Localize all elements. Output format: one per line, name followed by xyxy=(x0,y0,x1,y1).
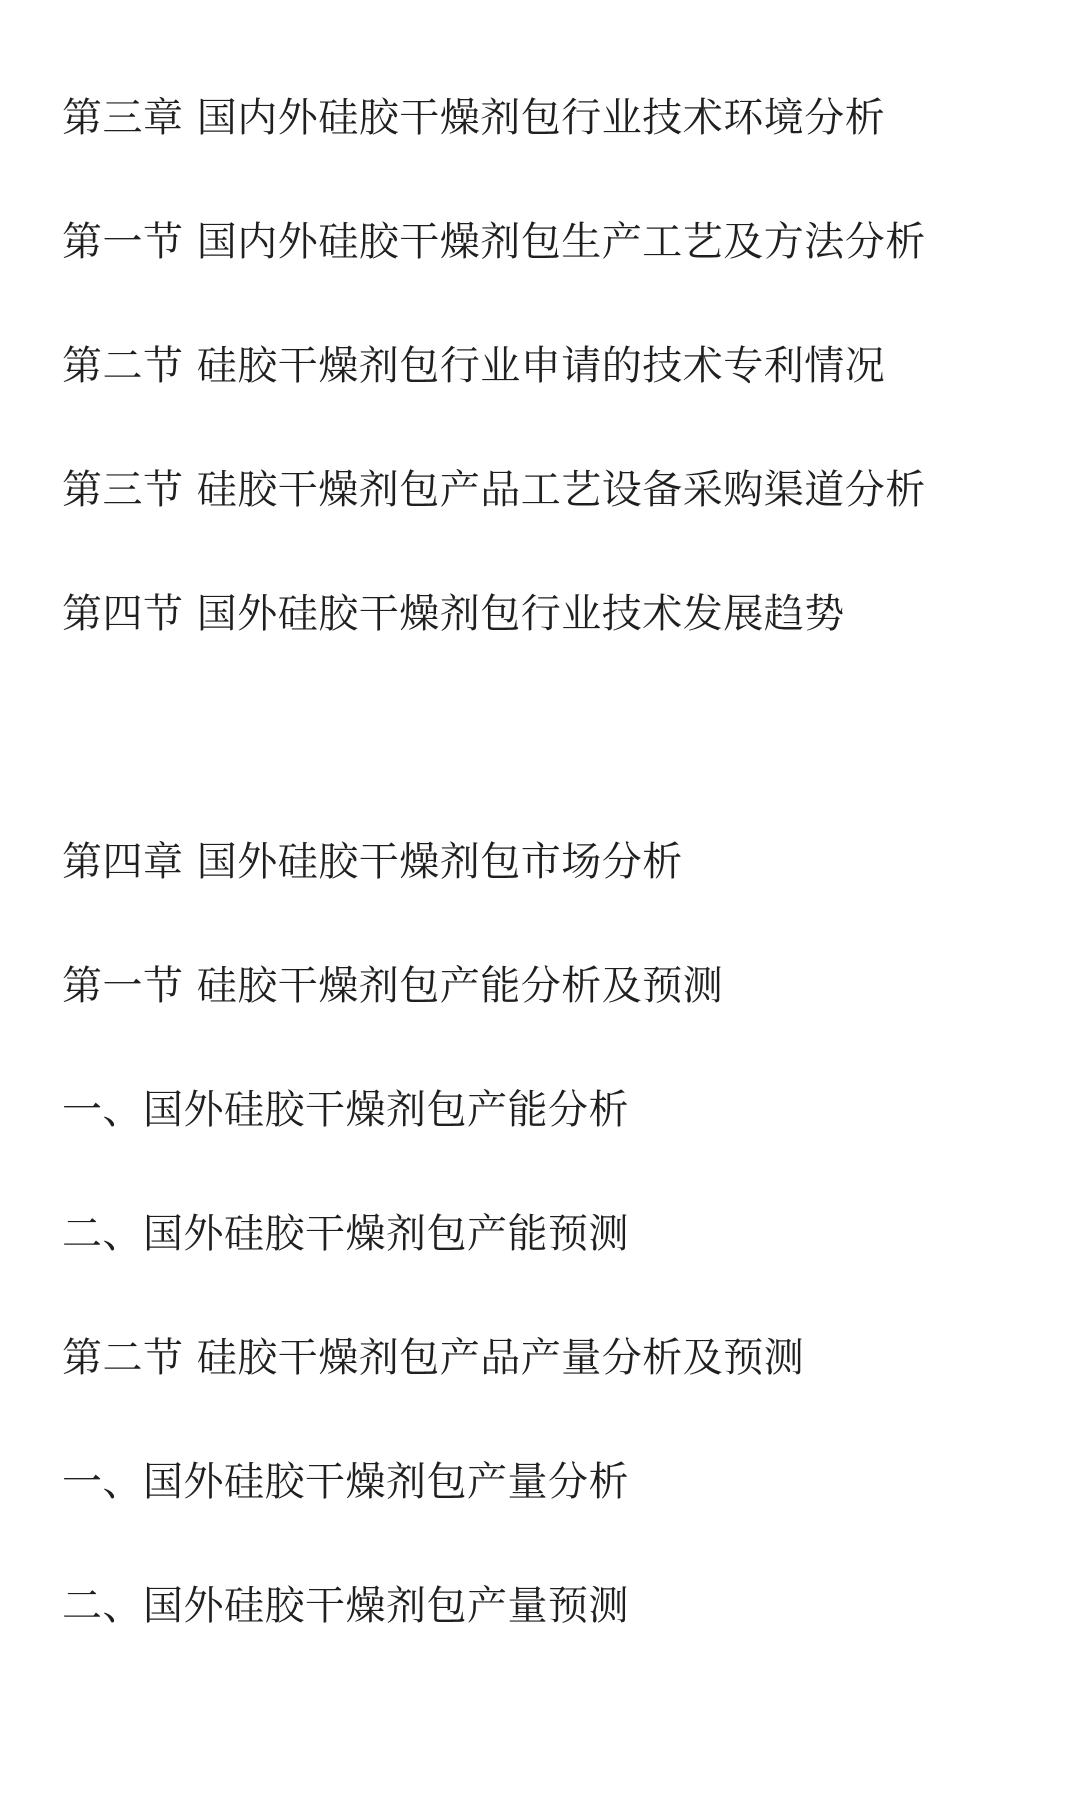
chapter-3-section-4: 第四节 国外硅胶干燥剂包行业技术发展趋势 xyxy=(62,591,845,637)
section-1-item-1: 一、国外硅胶干燥剂包产能分析 xyxy=(62,1087,629,1133)
chapter-3-section-3: 第三节 硅胶干燥剂包产品工艺设备采购渠道分析 xyxy=(62,467,926,513)
section-2-item-2: 二、国外硅胶干燥剂包产量预测 xyxy=(62,1583,629,1629)
chapter-4-heading: 第四章 国外硅胶干燥剂包市场分析 xyxy=(62,839,683,885)
section-2-item-1: 一、国外硅胶干燥剂包产量分析 xyxy=(62,1459,629,1505)
chapter-4-section-2: 第二节 硅胶干燥剂包产品产量分析及预测 xyxy=(62,1335,805,1381)
chapter-3-heading: 第三章 国内外硅胶干燥剂包行业技术环境分析 xyxy=(62,95,886,141)
chapter-3-section-1: 第一节 国内外硅胶干燥剂包生产工艺及方法分析 xyxy=(62,219,926,265)
chapter-4-section-1: 第一节 硅胶干燥剂包产能分析及预测 xyxy=(62,963,724,1009)
section-1-item-2: 二、国外硅胶干燥剂包产能预测 xyxy=(62,1211,629,1257)
chapter-3-section-2: 第二节 硅胶干燥剂包行业申请的技术专利情况 xyxy=(62,343,886,389)
